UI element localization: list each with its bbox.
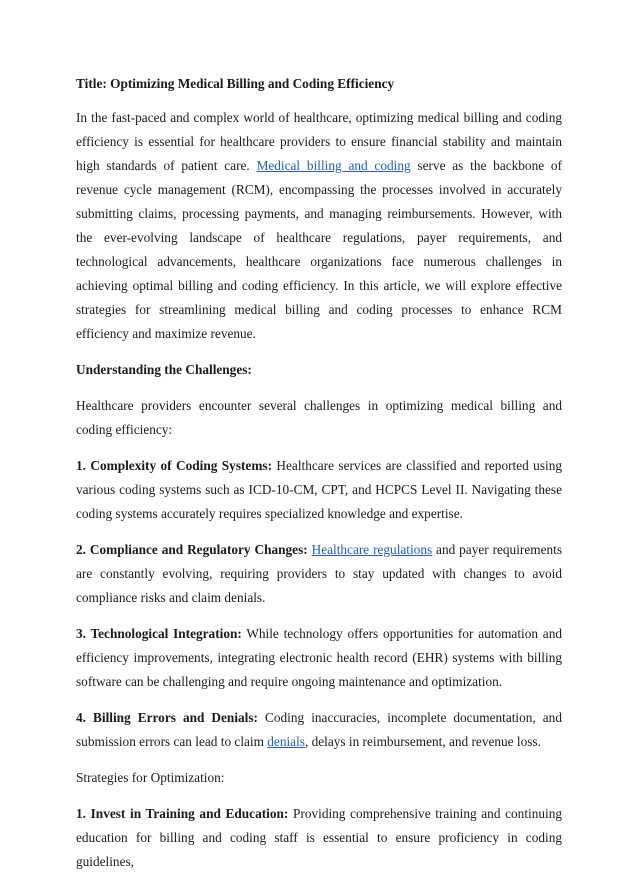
challenge-item-3 [76,622,562,694]
challenge-item-2 [76,538,562,610]
challenge-4-text-before: Coding inaccuracies, incomplete documentation, and submission errors can lead to claim [76,710,562,749]
challenge-4-text-after: , delays in reimbursement, and revenue loss. [304,734,541,749]
challenge-item-4 [76,706,562,754]
challenge-4-label: 4. Billing Errors and Denials: [76,710,258,725]
strategy-1-text: Providing comprehensive training and continuing education for billing and coding staff is essential to ensure proficiency in coding guidelines, [76,806,563,869]
strategy-item-1 [76,802,562,874]
challenge-3-label: 3. Technological Integration: [76,626,242,641]
challenge-item-1 [76,454,562,526]
document-title: Title: Optimizing Medical Billing and Coding Efficiency [76,76,395,91]
challenges-intro: Healthcare providers encounter several challenges in optimizing medical billing and coding efficiency: [76,398,562,437]
intro-text-before: In the fast-paced and complex world of healthcare, optimizing medical billing and coding efficiency is essential for healthcare providers to ensure financial stability and maintain high standards of patient care. [76,110,562,173]
challenge-3-text: While technology offers opportunities for automation and efficiency improvements, integrating electronic health record (EHR) systems with billing software can be challenging and require ongoing maintenance and optimization. [76,626,562,689]
strategy-1-label: 1. Invest in Training and Education: [76,806,289,821]
intro-text-after: serve as the backbone of revenue cycle management (RCM), encompassing the processes involved in accurately submitting claims, processing payments, and managing reimbursements. However, with the ever-evolving landscape of healthcare regulations, payer requirements, and technological advancements, healthcare organizations face numerous challenges in achieving optimal billing and coding efficiency. In this article, we will explore effective strategies for streamlining medical billing and coding processes to enhance RCM efficiency and maximize revenue. [76,158,562,341]
strategies-heading: Strategies for Optimization: [76,770,225,785]
challenge-1-label: 1. Complexity of Coding Systems: [76,458,273,473]
medical-billing-link[interactable]: Medical billing and coding [256,158,411,173]
healthcare-regulations-link[interactable]: Healthcare regulations [311,542,433,557]
challenges-heading: Understanding the Challenges: [76,362,252,377]
challenge-2-label: 2. Compliance and Regulatory Changes: [76,542,308,557]
challenge-2-text-after: and payer requirements are constantly evolving, requiring providers to stay updated with changes to avoid compliance risks and claim denials. [76,542,562,605]
challenge-1-text: Healthcare services are classified and reported using various coding systems such as ICD-10-CM, CPT, and HCPCS Level II. Navigating these coding systems accurately requires specialized knowledge and expertise. [76,458,562,521]
intro-paragraph [76,106,562,346]
denials-link[interactable]: denials [267,734,305,749]
